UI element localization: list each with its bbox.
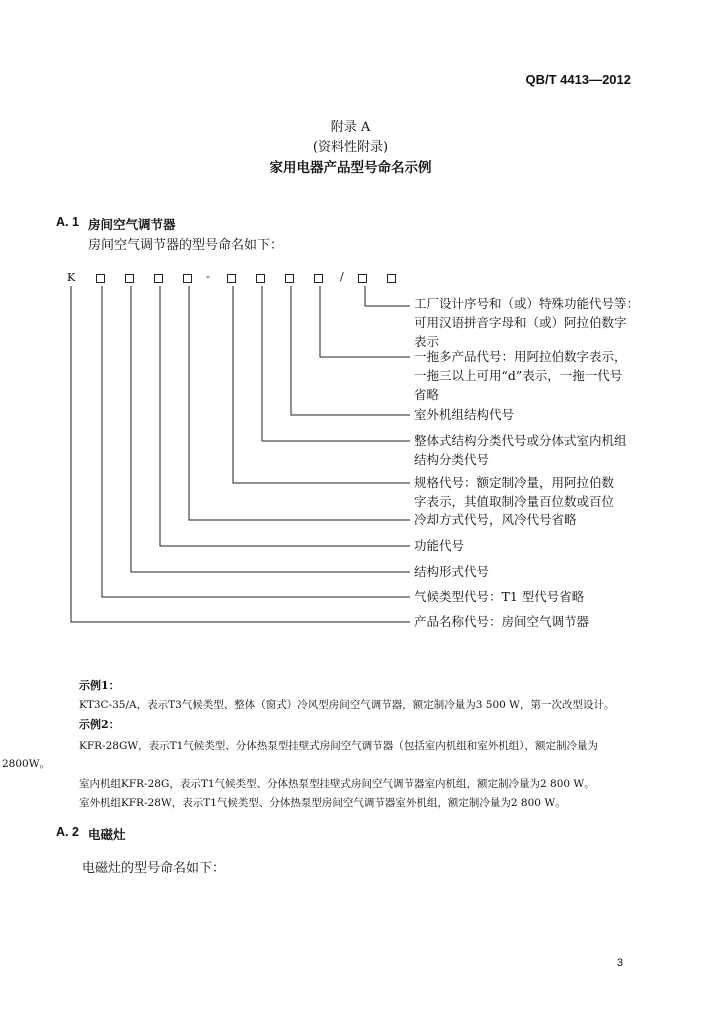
example-2-line-3: 室内机组KFR-28G，表示T1气候类型、分体热泵型挂壁式房间空气调节器室内机组，额定制冷量为2 800 W。 [79,778,595,790]
section-a1-intro: 房间空气调节器的型号命名如下： [88,238,284,253]
code-slash: / [340,270,344,283]
appendix-label: 附录 A [330,120,371,135]
example-2-line-2: 2800W。 [2,758,51,770]
annotation-climate-type-code: 气候类型代号：T1 型代号省略 [414,589,585,604]
section-a2-intro: 电磁灶的型号命名如下： [82,861,226,876]
leader-line-5 [233,286,410,483]
leader-line-6 [189,286,410,520]
annotation-function-code: 功能代号 [414,538,465,553]
appendix-type: (资料性附录) [312,140,389,155]
code-dash: - [206,270,210,283]
leader-line-4 [262,286,410,441]
code-prefix: K [67,271,76,284]
example-1-text: KT3C-35/A，表示T3气候类型、整体（窗式）冷风型房间空气调节器，额定制冷量为3 500 W，第一次改型设计。 [79,699,615,711]
annotation-cooling-method-code: 冷却方式代号，风冷代号省略 [414,512,577,527]
annotation-structure-class-code: 整体式结构分类代号或分体式室内机组 结构分类代号 [414,433,627,467]
annotation-outdoor-unit-code: 室外机组结构代号 [414,407,515,422]
example-2-line-4: 室外机组KFR-28W，表示T1气候类型、分体热泵型房间空气调节器室外机组，额定制冷量为2 800 W。 [79,797,566,809]
section-a2-title: 电磁灶 [88,827,126,842]
appendix-title: 家用电器产品型号命名示例 [269,160,432,176]
section-a1-number: A. 1 [56,215,79,229]
standard-number: QB/T 4413—2012 [525,72,631,87]
annotation-structure-type-code: 结构形式代号 [414,564,490,579]
annotation-product-name-code: 产品名称代号：房间空气调节器 [414,614,590,629]
annotation-factory-design-code: 工厂设计序号和（或）特殊功能代号等： 可用汉语拼音字母和（或）阿拉伯数字 表示 [414,296,640,349]
leader-line-7 [160,286,410,546]
page-number: 3 [616,957,623,969]
leader-line-3 [291,286,410,415]
example-2-line-1: KFR-28GW，表示T1气候类型、分体热泵型挂壁式房间空气调节器（包括室内机组和室外机组），额定制冷量为 [79,740,599,752]
leader-line-1 [365,286,410,306]
section-a1-title: 房间空气调节器 [88,217,176,232]
leader-line-8 [131,286,410,572]
annotation-capacity-code: 规格代号：额定制冷量，用阿拉伯数 字表示，其值取制冷量百位数或百位 [414,475,615,509]
example-2-label: 示例2： [79,718,120,731]
section-a2-number: A. 2 [56,825,79,839]
example-1-label: 示例1： [79,679,120,692]
annotation-multi-split-code: 一拖多产品代号：用阿拉伯数字表示， 一拖三以上可用“d”表示，一拖一代号 省略 [414,349,627,402]
